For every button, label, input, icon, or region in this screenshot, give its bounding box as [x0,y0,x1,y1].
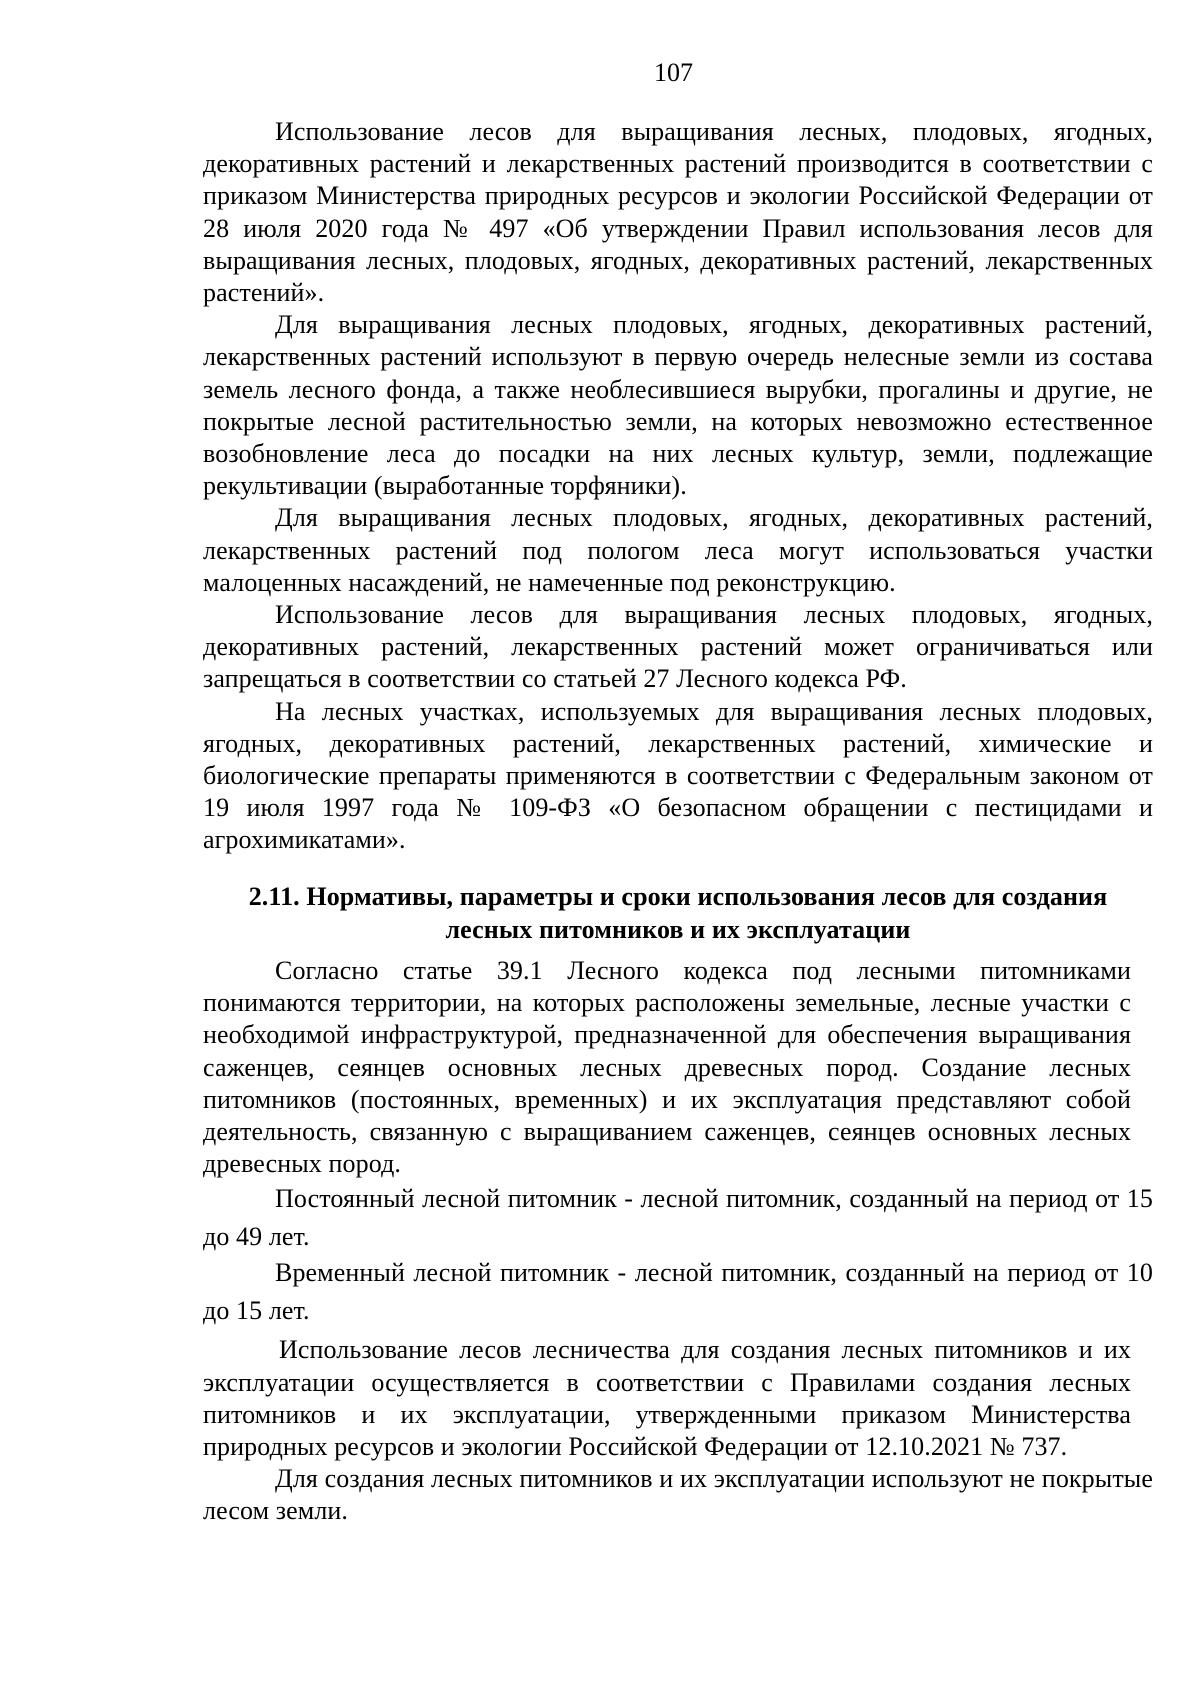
section-heading: 2.11. Нормативы, параметры и сроки использования лесов для создания лесных питомников и их эксплуатации [248,882,1108,944]
paragraph: Для создания лесных питомников и их эксплуатации используют не покрытые лесом земли. [203,1464,1153,1526]
paragraph: Постоянный лесной питомник - лесной питомник, созданный на период от 15 до 49 лет. [203,1184,1153,1252]
page-number: 107 [654,58,693,87]
section-2-11-body [203,955,1153,1528]
paragraph: На лесных участках, используемых для выращивания лесных плодовых, ягодных, декоративных растений, лекарственных растений, химические и биологические препараты применяются в соответствии с Федеральным законом от 19 июля 1997 года № 109-ФЗ «О безопасном обращении с пестицидами и агрохимикатами». [203,696,1153,855]
paragraph: Для выращивания лесных плодовых, ягодных, декоративных растений, лекарственных растений используют в первую очередь нелесные земли из состава земель лесного фонда, а также необлесившиеся вырубки, прогалины и другие, не покрытые лесной растительностью земли, на которых невозможно естественное возобновление леса до посадки на них лесных культур, земли, подлежащие рекультивации (выработанные торфяники). [203,310,1153,501]
paragraph: Использование лесов лесничества для создания лесных питомников и их эксплуатации осуществляется в соответствии с Правилами создания лесных питомников и их эксплуатации, утвержденными приказом Министерства природных ресурсов и экологии Российской Федерации от 12.10.2021 № 737. [203,1335,1131,1462]
paragraph: Для выращивания лесных плодовых, ягодных, декоративных растений, лекарственных растений под пологом леса могут использоваться участки малоценных насаждений, не намеченные под реконструкцию. [203,503,1153,597]
paragraph: Использование лесов для выращивания лесных плодовых, ягодных, декоративных растений, лекарственных растений может ограничиваться или запрещаться в соответствии со статьей 27 Лесного кодекса РФ. [203,600,1153,694]
section-before-body [203,116,1153,857]
paragraph: Согласно статье 39.1 Лесного кодекса под лесными питомниками понимаются территории, на которых расположены земельные, лесные участки с необходимой инфраструктурой, предназначенной для обеспечения выращивания саженцев, сеянцев основных лесных древесных пород. Создание лесных питомников (постоянных, временных) и их эксплуатация представляют собой деятельность, связанную с выращиванием саженцев, сеянцев основных лесных древесных пород. [203,956,1131,1179]
paragraph: Временный лесной питомник - лесной питомник, созданный на период от 10 до 15 лет. [203,1258,1153,1326]
paragraph: Использование лесов для выращивания лесных, плодовых, ягодных, декоративных растений и лекарственных растений производится в соответствии с приказом Министерства природных ресурсов и экологии Российской Федерации от 28 июля 2020 года № 497 «Об утверждении Правил использования лесов для выращивания лесных, плодовых, ягодных, декоративных растений, лекарственных растений». [203,117,1153,308]
